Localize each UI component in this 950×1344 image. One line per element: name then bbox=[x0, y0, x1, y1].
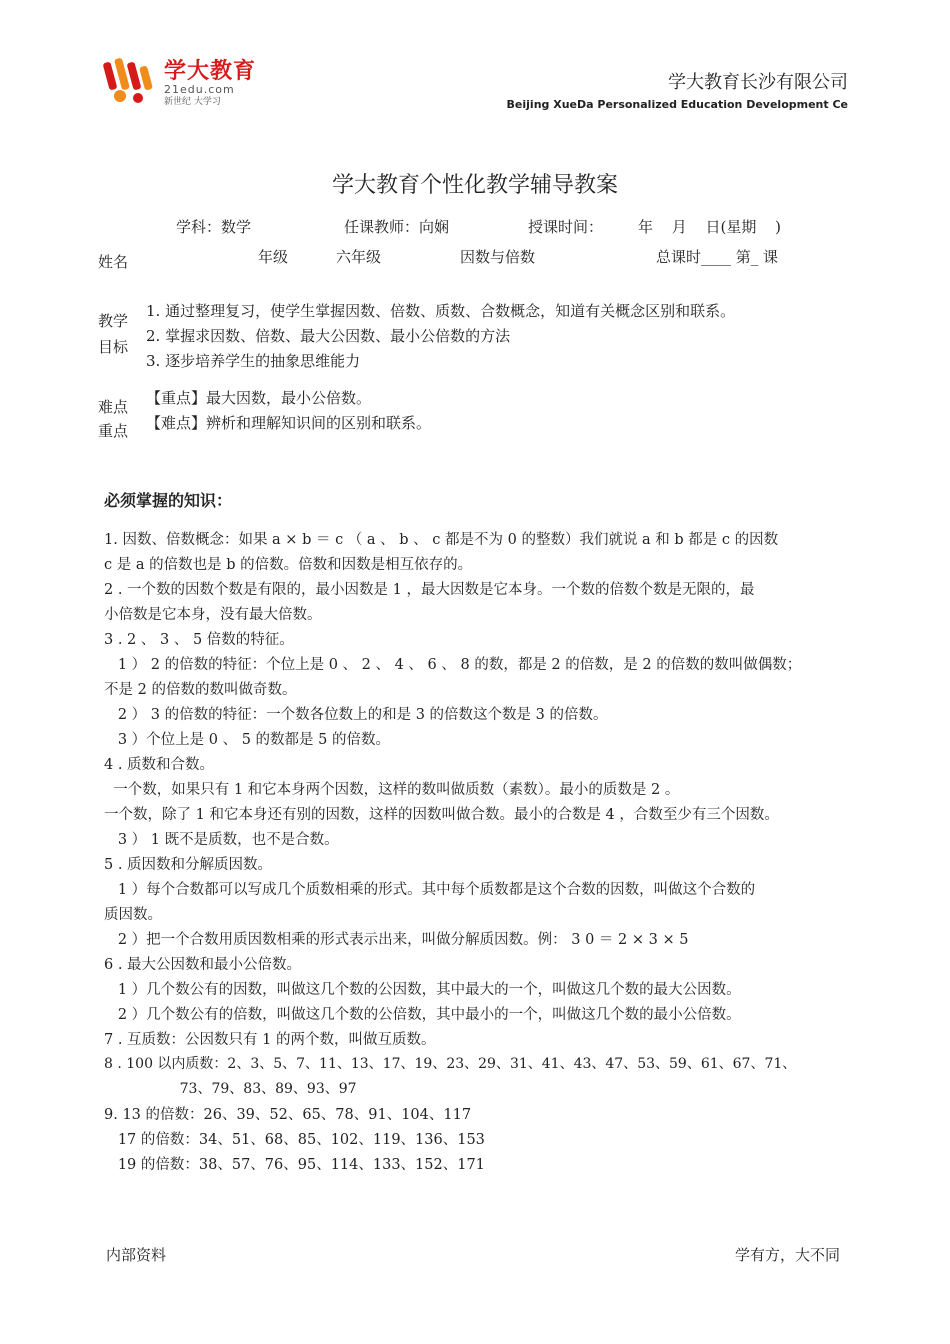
footer-right: 学有方，大不同 bbox=[734, 1246, 840, 1264]
date-field: 年 月 日(星期 ) bbox=[638, 218, 782, 236]
time-label: 授课时间： bbox=[528, 218, 604, 236]
hours-field: 总课时____ 第_ 课 bbox=[656, 248, 779, 266]
section-heading: 必须掌握的知识： bbox=[104, 491, 233, 510]
name-label: 姓名 bbox=[98, 253, 129, 271]
knowledge-line: 一个数，如果只有 1 和它本身两个因数，这样的数叫做质数（素数）。最小的质数是 2 。 bbox=[104, 782, 680, 798]
company-logo bbox=[100, 54, 260, 106]
knowledge-line: 7 . 互质数：公因数只有 1 的两个数，叫做互质数。 bbox=[104, 1032, 436, 1048]
knowledge-line: 小倍数是它本身，没有最大倍数。 bbox=[104, 607, 322, 623]
knowledge-line: 3 ）个位上是 0 、 5 的数都是 5 的倍数。 bbox=[104, 732, 390, 748]
footer-left: 内部资料 bbox=[106, 1246, 167, 1264]
knowledge-line: 4 . 质数和合数。 bbox=[104, 757, 215, 773]
goal-item: 1. 通过整理复习，使学生掌握因数、倍数、质数、合数概念，知道有关概念区别和联系。 bbox=[146, 302, 736, 320]
logo-mark-icon bbox=[100, 54, 160, 106]
logo-slogan: 新世纪 大学习 bbox=[164, 97, 221, 107]
knowledge-line: 19 的倍数：38、57、76、95、114、133、152、171 bbox=[104, 1157, 485, 1173]
grade-value: 六年级 bbox=[336, 248, 382, 266]
knowledge-line: 6 . 最大公因数和最小公倍数。 bbox=[104, 957, 302, 973]
subject-label: 学科：数学 bbox=[176, 218, 252, 236]
teacher-label: 任课教师：向娴 bbox=[344, 218, 450, 236]
difficult-point: 【难点】辨析和理解知识间的区别和联系。 bbox=[146, 414, 432, 432]
knowledge-line: 2 ）把一个合数用质因数相乘的形式表示出来，叫做分解质因数。例： 3 0 ＝ 2 × 3 × 5 bbox=[104, 932, 689, 948]
points-label-2: 重点 bbox=[98, 422, 129, 440]
points-label-1: 难点 bbox=[98, 398, 129, 416]
company-name-en: Beijing XueDa Personalized Education Development Ce bbox=[506, 98, 848, 111]
knowledge-line: 3 ） 1 既不是质数，也不是合数。 bbox=[104, 832, 339, 848]
knowledge-line: 2 ） 3 的倍数的特征：一个数各位数上的和是 3 的倍数这个数是 3 的倍数。 bbox=[104, 707, 608, 723]
knowledge-line: 不是 2 的倍数的数叫做奇数。 bbox=[104, 682, 297, 698]
knowledge-line: 2 . 一个数的因数个数是有限的，最小因数是 1 ，最大因数是它本身。一个数的倍数个数是无限的，最 bbox=[104, 582, 755, 598]
goal-item: 2. 掌握求因数、倍数、最大公因数、最小公倍数的方法 bbox=[146, 327, 511, 345]
knowledge-line: 73、79、83、89、93、97 bbox=[104, 1081, 357, 1097]
logo-text: 学大教育 bbox=[164, 59, 257, 84]
knowledge-line: 5 . 质因数和分解质因数。 bbox=[104, 857, 273, 873]
knowledge-line: 17 的倍数：34、51、68、85、102、119、136、153 bbox=[104, 1132, 485, 1148]
knowledge-line: 3 . 2 、 3 、 5 倍数的特征。 bbox=[104, 632, 294, 648]
topic-value: 因数与倍数 bbox=[460, 248, 536, 266]
grade-label: 年级 bbox=[258, 248, 289, 266]
company-name-cn: 学大教育长沙有限公司 bbox=[668, 72, 848, 93]
goals-label-2: 目标 bbox=[98, 338, 129, 356]
knowledge-line: 2 ）几个数公有的倍数，叫做这几个数的公倍数，其中最小的一个，叫做这几个数的最小公倍数。 bbox=[104, 1007, 741, 1023]
logo-site: 21edu.com bbox=[164, 83, 235, 96]
page-title: 学大教育个性化教学辅导教案 bbox=[331, 173, 618, 198]
knowledge-line: 8 . 100 以内质数：2、3、5、7、11、13、17、19、23、29、31、41、43、47、53、59、61、67、71、 bbox=[104, 1056, 797, 1072]
knowledge-line: 1 ）几个数公有的因数，叫做这几个数的公因数，其中最大的一个，叫做这几个数的最大公因数。 bbox=[104, 982, 741, 998]
key-point: 【重点】最大因数，最小公倍数。 bbox=[146, 389, 372, 407]
knowledge-line: 1 ）每个合数都可以写成几个质数相乘的形式。其中每个质数都是这个合数的因数，叫做这个合数的 bbox=[104, 882, 756, 898]
knowledge-line: c 是 a 的倍数也是 b 的倍数。倍数和因数是相互依存的。 bbox=[104, 557, 473, 573]
knowledge-line: 1. 因数、倍数概念：如果 a × b ＝ c （ a 、 b 、 c 都是不为 0 的整数）我们就说 a 和 b 都是 c 的因数 bbox=[104, 532, 779, 548]
goal-item: 3. 逐步培养学生的抽象思维能力 bbox=[146, 352, 361, 370]
knowledge-line: 一个数，除了 1 和它本身还有别的因数，这样的因数叫做合数。最小的合数是 4 ，合数至少有三个因数。 bbox=[104, 807, 779, 823]
knowledge-line: 9. 13 的倍数：26、39、52、65、78、91、104、117 bbox=[104, 1107, 472, 1123]
goals-label-1: 教学 bbox=[98, 312, 129, 330]
knowledge-line: 质因数。 bbox=[104, 907, 162, 923]
knowledge-line: 1 ） 2 的倍数的特征：个位上是 0 、 2 、 4 、 6 、 8 的数，都是 2 的倍数，是 2 的倍数的数叫做偶数； bbox=[104, 657, 802, 673]
